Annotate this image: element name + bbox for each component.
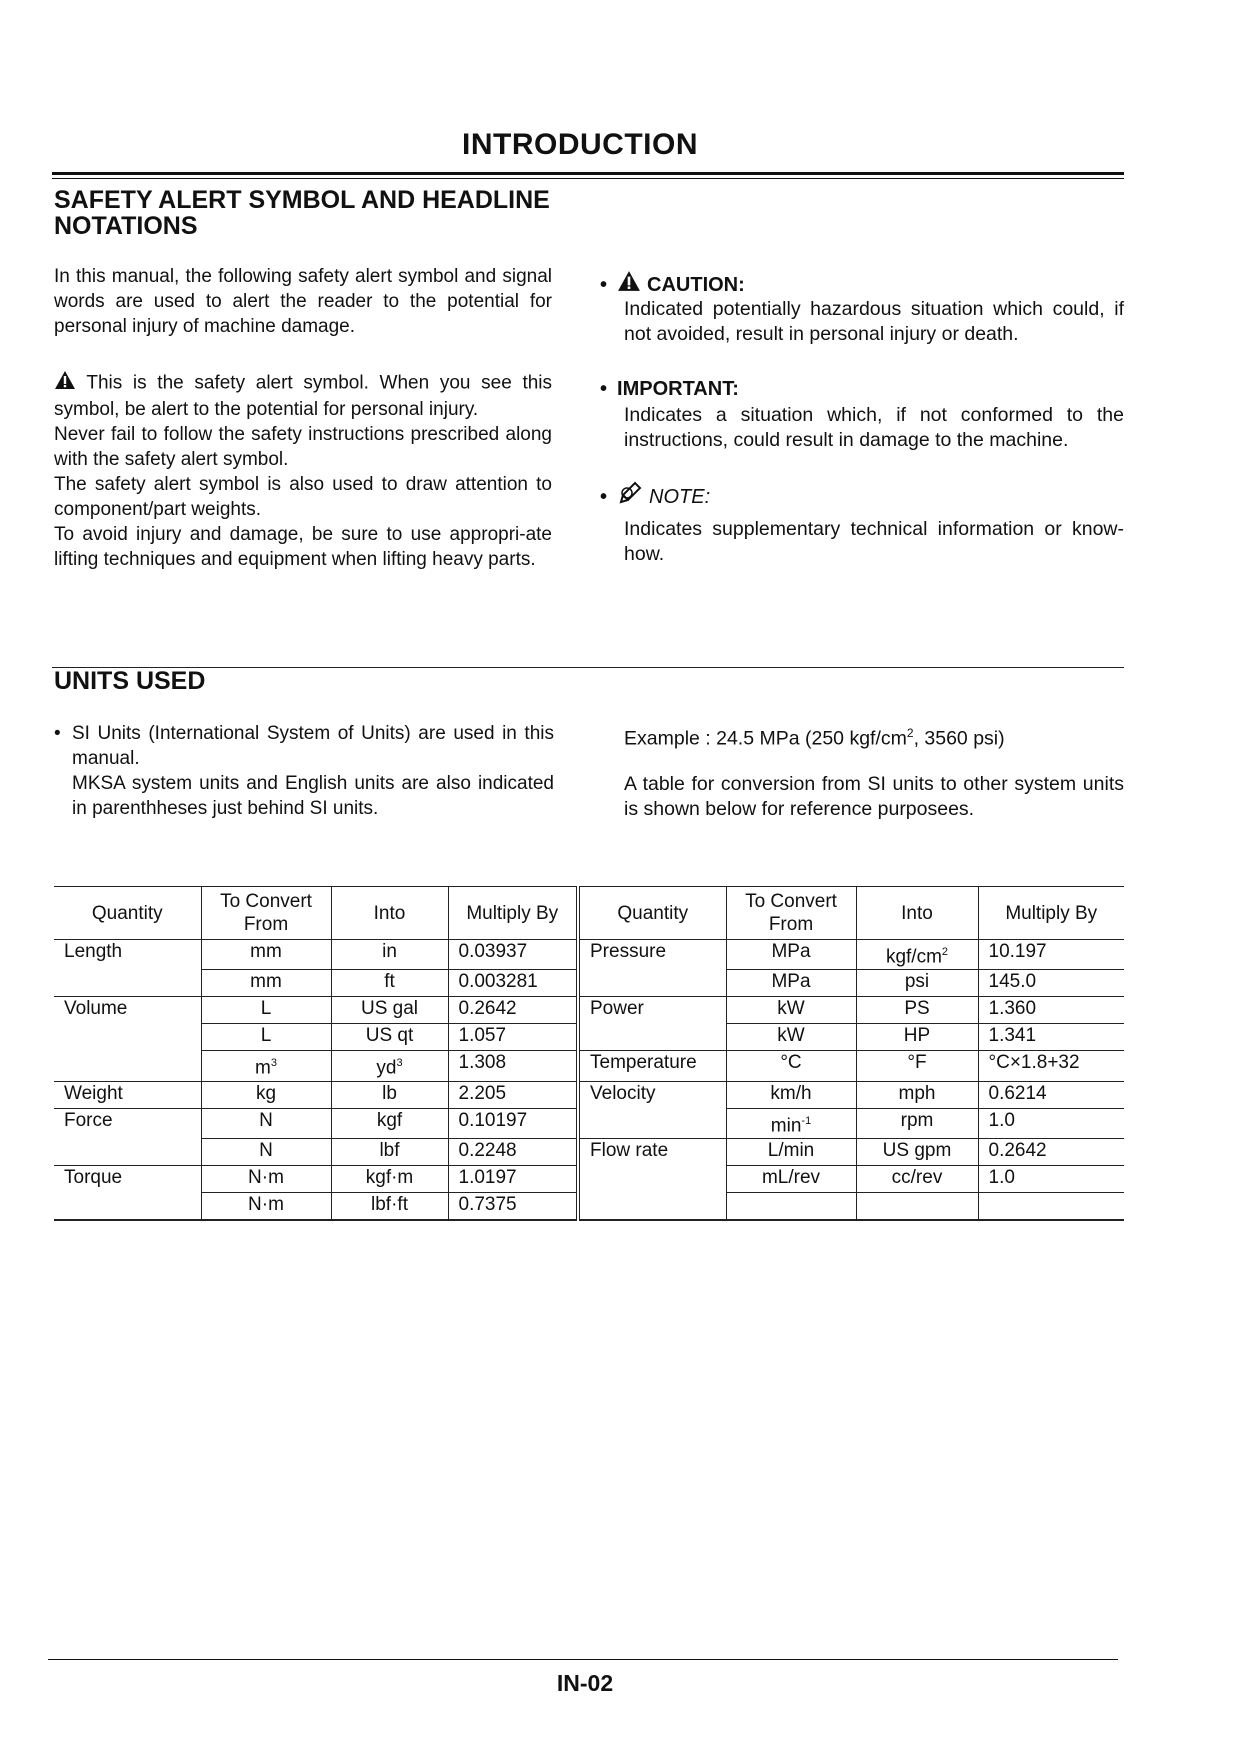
title-rule-thin (52, 178, 1124, 179)
cell-into: US gpm (856, 1138, 978, 1165)
cell-factor: 0.2642 (978, 1138, 1124, 1165)
table-row (54, 1192, 1124, 1220)
table-row (54, 1108, 1124, 1138)
cell-from: N·m (201, 1192, 331, 1220)
cell-quantity (578, 1192, 726, 1220)
cell-quantity (578, 1165, 726, 1192)
cell-factor: 0.10197 (448, 1108, 578, 1138)
cell-quantity: Weight (54, 1081, 201, 1108)
cell-from (726, 1192, 856, 1220)
cell-factor: 1.0 (978, 1165, 1124, 1192)
table-row (54, 1165, 1124, 1192)
cell-factor: 1.0 (978, 1108, 1124, 1138)
cell-from: kg (201, 1081, 331, 1108)
cell-from: L (201, 1024, 331, 1051)
cell-into: in (331, 940, 448, 970)
cell-factor: 0.03937 (448, 940, 578, 970)
safety-symbol-description: This is the safety alert symbol. When you see this symbol, be alert to the potential for personal injury. Never fail to follow the safety instructions prescribed along with the safety alert symbol. The safety alert symbol is also used to draw attention to component/part weights. To avoid injury and damage, be sure to use appropri-ate lifting techniques and equipment when lifting heavy parts. (54, 370, 552, 572)
important-label: • IMPORTANT: (600, 378, 739, 400)
table-row (54, 940, 1124, 970)
cell-quantity (54, 1024, 201, 1051)
safety-intro: In this manual, the following safety alert symbol and signal words are used to alert the reader to the potential for personal injury of machine damage. (54, 266, 552, 337)
cell-into: ft (331, 970, 448, 997)
table-row (54, 1138, 1124, 1165)
cell-into: cc/rev (856, 1165, 978, 1192)
title-rule (52, 172, 1124, 175)
cell-factor: 1.341 (978, 1024, 1124, 1051)
cell-into: lb (331, 1081, 448, 1108)
cell-quantity: Pressure (578, 940, 726, 970)
cell-from: km/h (726, 1081, 856, 1108)
cell-quantity (54, 1192, 201, 1220)
cell-from: N (201, 1108, 331, 1138)
header-convert-from: To Convert From (726, 887, 856, 940)
cell-from: $\min^{-1}$ (726, 1108, 856, 1138)
cell-quantity: Force (54, 1108, 201, 1138)
cell-quantity: Volume (54, 997, 201, 1024)
cell-from: °C (726, 1051, 856, 1081)
cell-into: mph (856, 1081, 978, 1108)
cell-from: MPa (726, 940, 856, 970)
cell-into: lbf (331, 1138, 448, 1165)
cell-factor: 1.0197 (448, 1165, 578, 1192)
cell-from: L/min (726, 1138, 856, 1165)
footer-rule (48, 1659, 1118, 1660)
cell-into: °F (856, 1051, 978, 1081)
cell-factor: 0.6214 (978, 1081, 1124, 1108)
cell-quantity (578, 1108, 726, 1138)
table-row (54, 970, 1124, 997)
note-text: Indicates supplementary technical information or know-how. (624, 518, 1124, 565)
pencil-note-icon (617, 480, 643, 513)
page-title: INTRODUCTION (462, 128, 698, 161)
cell-factor: °C×1.8+32 (978, 1051, 1124, 1081)
cell-into: lbf·ft (331, 1192, 448, 1220)
safety-alert-icon (617, 270, 641, 299)
header-into: Into (856, 887, 978, 940)
cell-into: $yd^3$ (331, 1051, 448, 1081)
table-row (54, 1051, 1124, 1081)
note-label: • NOTE: (600, 480, 710, 513)
cell-into: US qt (331, 1024, 448, 1051)
cell-factor: 0.2248 (448, 1138, 578, 1165)
cell-quantity (578, 970, 726, 997)
cell-quantity (54, 1138, 201, 1165)
table-row (54, 997, 1124, 1024)
cell-into: HP (856, 1024, 978, 1051)
cell-from: mL/rev (726, 1165, 856, 1192)
header-quantity: Quantity (578, 887, 726, 940)
cell-quantity: Flow rate (578, 1138, 726, 1165)
cell-factor: 10.197 (978, 940, 1124, 970)
cell-from: $m^3$ (201, 1051, 331, 1081)
header-into: Into (331, 887, 448, 940)
units-example: Example : 24.5 MPa (250 kgf/$cm^2$, 3560 psi) (624, 726, 1005, 750)
cell-factor: 0.2642 (448, 997, 578, 1024)
cell-quantity: Velocity (578, 1081, 726, 1108)
cell-from: mm (201, 940, 331, 970)
cell-into (856, 1192, 978, 1220)
safety-heading: SAFETY ALERT SYMBOL AND HEADLINE NOTATIONS (54, 186, 550, 240)
cell-from: N (201, 1138, 331, 1165)
cell-factor: 145.0 (978, 970, 1124, 997)
cell-into: psi (856, 970, 978, 997)
cell-into: kgf·m (331, 1165, 448, 1192)
safety-alert-icon (54, 370, 76, 397)
cell-quantity: Temperature (578, 1051, 726, 1081)
important-text: Indicates a situation which, if not conformed to the instructions, could result in damage to the machine. (624, 404, 1124, 451)
cell-from: kW (726, 997, 856, 1024)
caution-label: • CAUTION: (600, 270, 745, 299)
cell-from: mm (201, 970, 331, 997)
table-body (54, 940, 1124, 1220)
table-row (54, 1081, 1124, 1108)
units-heading: UNITS USED (54, 667, 206, 695)
cell-quantity (54, 1051, 201, 1081)
cell-from: N·m (201, 1165, 331, 1192)
cell-factor (978, 1192, 1124, 1220)
units-bullet: • SI Units (International System of Units) are used in this manual. MKSA system units and English units are also indicated in parenthheses just behind SI units. (54, 723, 554, 819)
cell-into: PS (856, 997, 978, 1024)
cell-factor: 2.205 (448, 1081, 578, 1108)
table-row (54, 1024, 1124, 1051)
cell-from: L (201, 997, 331, 1024)
cell-factor: 0.003281 (448, 970, 578, 997)
header-multiply: Multiply By (978, 887, 1124, 940)
cell-into: rpm (856, 1108, 978, 1138)
cell-from: MPa (726, 970, 856, 997)
cell-factor: 1.360 (978, 997, 1124, 1024)
page-number: IN-02 (556, 1670, 614, 1696)
cell-quantity: Length (54, 940, 201, 970)
cell-from: kW (726, 1024, 856, 1051)
cell-into: US gal (331, 997, 448, 1024)
cell-factor: 1.057 (448, 1024, 578, 1051)
header-multiply: Multiply By (448, 887, 578, 940)
header-quantity: Quantity (54, 887, 201, 940)
header-convert-from: To Convert From (201, 887, 331, 940)
cell-quantity (54, 970, 201, 997)
cell-into: kgf/$cm^2$ (856, 940, 978, 970)
cell-quantity: Power (578, 997, 726, 1024)
cell-quantity: Torque (54, 1165, 201, 1192)
section-divider (52, 667, 1124, 668)
table-header-row (54, 887, 1124, 940)
cell-into: kgf (331, 1108, 448, 1138)
units-table-intro: A table for conversion from SI units to other system units is shown below for reference purposees. (624, 773, 1124, 820)
conversion-table (54, 886, 1124, 1221)
cell-factor: 0.7375 (448, 1192, 578, 1220)
caution-text: Indicated potentially hazardous situation which could, if not avoided, result in personal injury or death. (624, 298, 1124, 345)
cell-factor: 1.308 (448, 1051, 578, 1081)
cell-quantity (578, 1024, 726, 1051)
